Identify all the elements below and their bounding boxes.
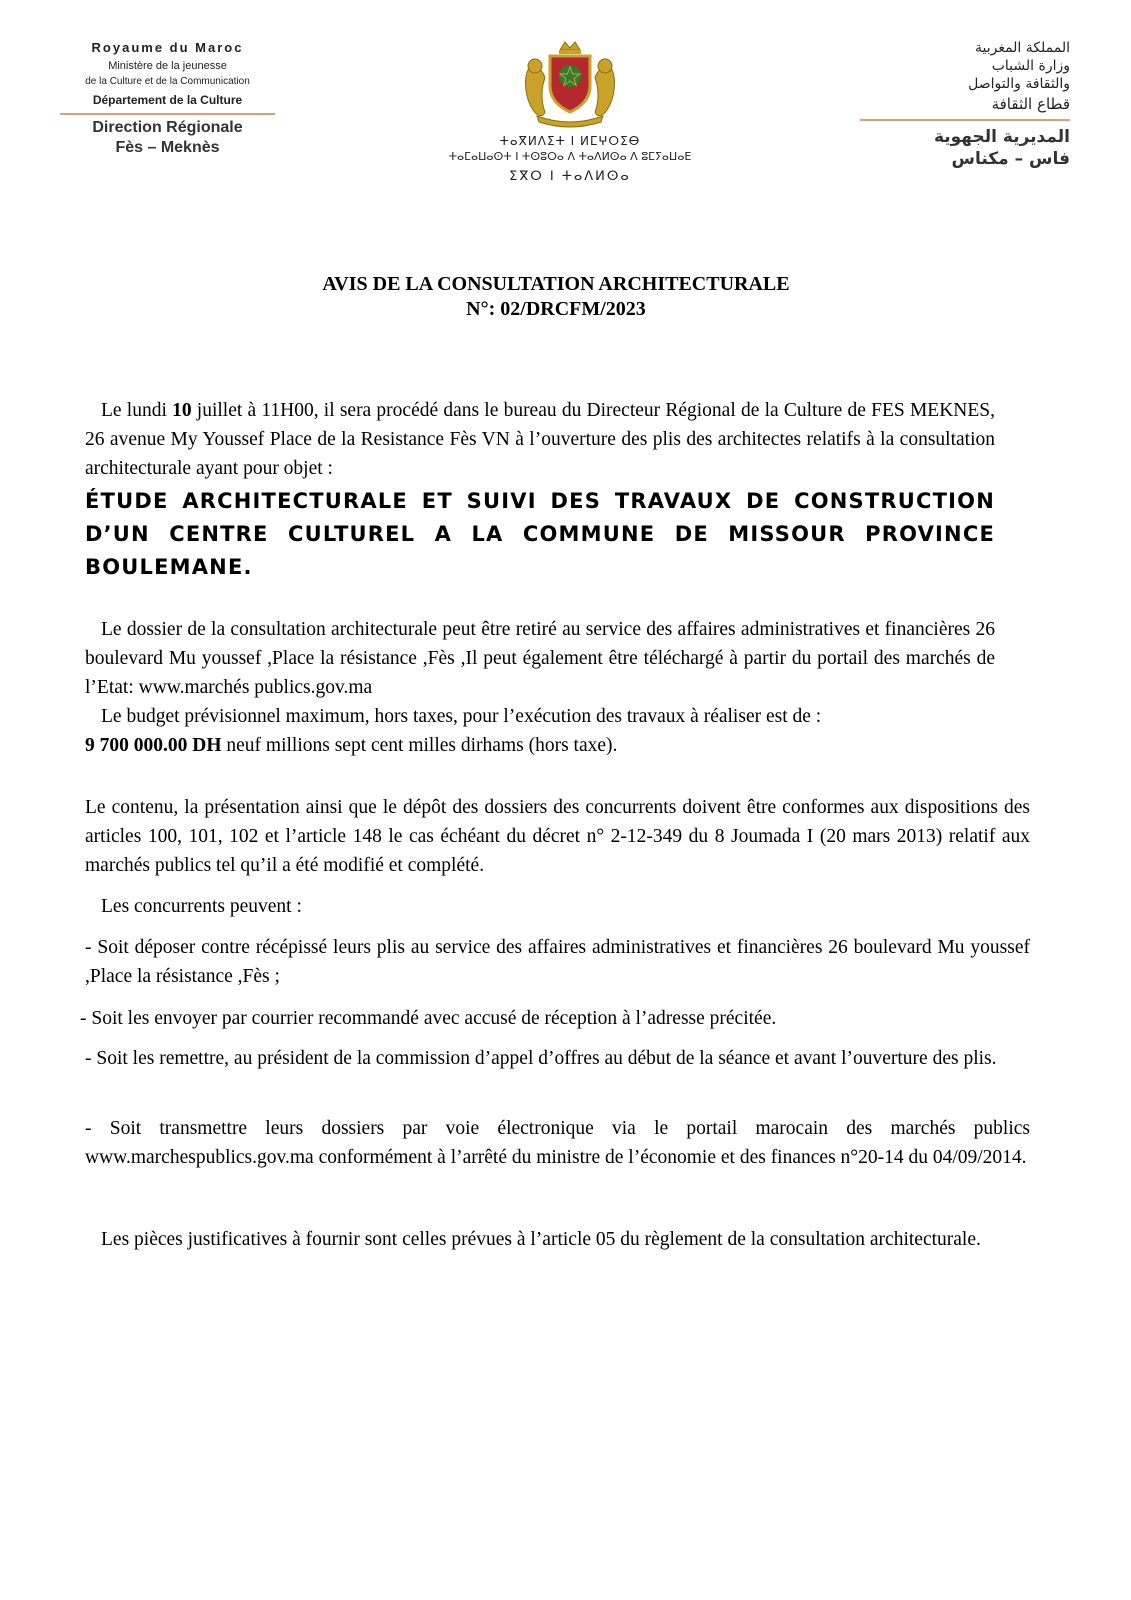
kingdom-label: Royaume du Maroc: [91, 40, 244, 55]
ministry-label: Ministère de la jeunesse: [108, 60, 227, 72]
candidates-intro: [85, 892, 995, 921]
department-label: Département de la Culture: [92, 93, 243, 107]
option-4-text: - Soit transmettre leurs dossiers par voie électronique via le portail marocain des marchés publics www.marchespublics.gov.ma conformément à l’arrêté du ministre de l’économie et des finances n°20-14 du 04/09/2014.: [85, 1118, 1030, 1168]
budget-amount: 9 700 000.00 DH: [85, 735, 222, 756]
letterhead-right: [860, 40, 1070, 169]
arabic-region: فاس – مكناس: [951, 149, 1070, 169]
option-4: [85, 1114, 1030, 1172]
conformity-paragraph: [85, 793, 1030, 880]
tifinagh-ministry: ⵜⴰⵎⴰⵡⴰⵙⵜ ⵏ ⵜⵙⵓⵔⴰ ⴷ ⵜⴰⴷⵍⵙⴰ ⴷ ⵓⵎⵢⴰⵡⴰⴹ: [448, 150, 692, 163]
documents-paragraph: [85, 1225, 995, 1254]
option-2-text: - Soit les envoyer par courrier recommandé avec accusé de réception à l’adresse précitée.: [80, 1008, 777, 1029]
header-divider: [60, 113, 275, 115]
candidates-intro-text: Les concurrents peuvent :: [101, 896, 302, 917]
tifinagh-department: ⵉⴳⵔ ⵏ ⵜⴰⴷⵍⵙⴰ: [509, 169, 631, 184]
option-1-text: - Soit déposer contre récépissé leurs plis au service des affaires administratives et financières 26 boulevard Mu youssef ,Place la résistance ,Fès ;: [85, 937, 1030, 987]
budget-words: neuf millions sept cent milles dirhams (hors taxe).: [221, 735, 618, 756]
letterhead-center: [420, 38, 720, 184]
direction-label: Direction Régionale: [92, 119, 243, 136]
option-3-text: - Soit les remettre, au président de la commission d’appel d’offres au début de la séance et avant l’ouverture des plis.: [85, 1048, 997, 1069]
consultation-subject: [85, 485, 995, 584]
arabic-department: قطاع الثقافة: [991, 95, 1070, 113]
dossier-text: Le dossier de la consultation architecturale peut être retiré au service des affaires administratives et financières 26 boulevard Mu youssef ,Place la résistance ,Fès ,Il peut également être téléchargé à partir du portail des marchés de l’Etat: www.marchés publics.gov.ma: [85, 619, 995, 698]
notice-title-block: [0, 272, 1112, 322]
conformity-text: Le contenu, la présentation ainsi que le dépôt des dossiers des concurrents doivent être conformes aux dispositions des articles 100, 101, 102 et l’article 148 le cas échéant du décret n° 2-12-349 du 8 Joumada I (20 mars 2013) relatif aux marchés publics tel qu’il a été modifié et complété.: [85, 797, 1030, 876]
opening-day: 10: [172, 400, 192, 421]
arabic-kingdom: المملكة المغربية: [974, 40, 1070, 56]
arabic-direction: المديرية الجهوية: [933, 127, 1070, 147]
notice-number: N°: 02/DRCFM/2023: [466, 298, 646, 320]
budget-line: Le budget prévisionnel maximum, hors taxes, pour l’exécution des travaux à réaliser est de :: [101, 706, 822, 727]
notice-title: AVIS DE LA CONSULTATION ARCHITECTURALE: [322, 273, 790, 295]
option-3: [85, 1044, 1030, 1073]
arabic-ministry: وزارة الشباب: [991, 58, 1070, 74]
budget-amount-line: [85, 731, 995, 760]
header-divider-right: [860, 119, 1070, 121]
arabic-ministry-cont: والثقافة والتواصل: [968, 76, 1070, 92]
coat-of-arms-icon: [515, 38, 625, 130]
region-label: Fès – Meknès: [115, 139, 220, 156]
letterhead-left: [60, 40, 275, 157]
documents-text: Les pièces justificatives à fournir sont celles prévues à l’article 05 du règlement de la consultation architecturale.: [101, 1229, 981, 1250]
option-2: [80, 1004, 1040, 1033]
tifinagh-kingdom: ⵜⴰⴳⵍⴷⵉⵜ ⵏ ⵍⵎⵖⵔⵉⴱ: [499, 134, 641, 148]
opening-paragraph: [85, 396, 995, 483]
subject-text: ÉTUDE ARCHITECTURALE ET SUIVI DES TRAVAUX DE CONSTRUCTION D’UN CENTRE CULTUREL A LA COMMUNE DE MISSOUR PROVINCE BOULEMANE.: [85, 489, 995, 579]
opening-text-b: juillet à 11H00, il sera procédé dans le bureau du Directeur Régional de la Culture de FES MEKNES, 26 avenue My Youssef Place de la Resistance Fès VN à l’ouverture des plis des architectes relatifs à la consultation architecturale ayant pour objet :: [85, 400, 996, 479]
opening-text-a: Le lundi: [101, 400, 173, 421]
ministry-label-cont: de la Culture et de la Communication: [85, 76, 250, 87]
option-1: [85, 933, 1030, 991]
dossier-paragraph: [85, 615, 995, 760]
